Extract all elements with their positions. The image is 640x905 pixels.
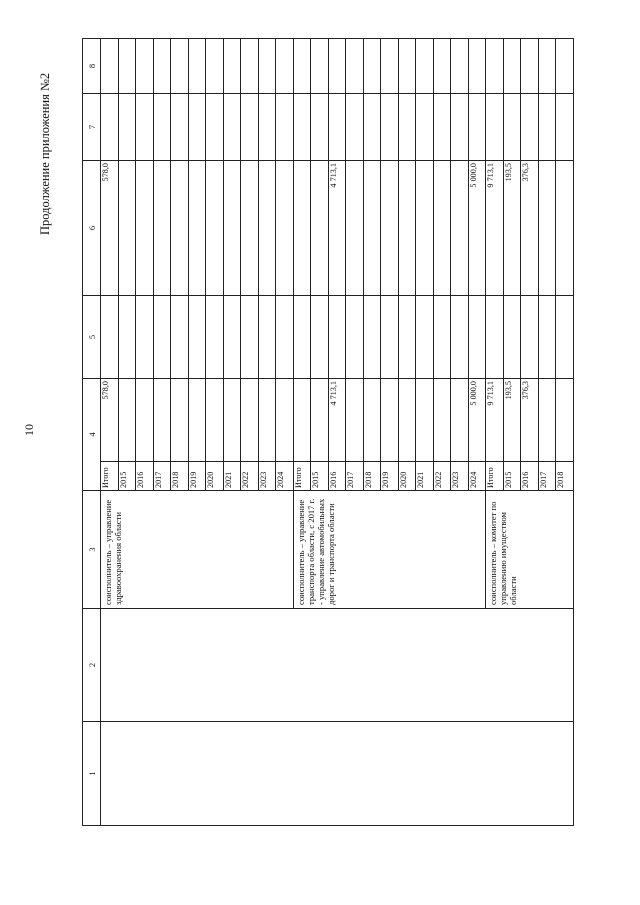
col6-value-cell [171,161,189,296]
total-value-cell: 4 713,1 [328,379,346,462]
col6-value-cell [381,161,399,296]
col5-cell [468,296,486,379]
total-value-cell [346,379,364,462]
total-value-cell [223,379,241,462]
year-cell: 2017 [153,462,171,491]
col5-cell [101,296,119,379]
col6-value-cell [118,161,136,296]
col7-cell [258,94,276,161]
year-cell: 2018 [556,462,574,491]
year-cell: 2015 [503,462,521,491]
total-value-cell [538,379,556,462]
col7-cell [136,94,154,161]
col7-cell [556,94,574,161]
col-header-3: 3 [83,491,101,609]
col-header-8: 8 [83,39,101,94]
year-cell: 2016 [328,462,346,491]
col5-cell [328,296,346,379]
col7-cell [293,94,311,161]
col5-cell [521,296,539,379]
col6-value-cell [556,161,574,296]
total-value-cell: 9 713,1 [486,379,504,462]
total-value-cell [293,379,311,462]
total-value-cell: 193,5 [503,379,521,462]
total-value-cell [433,379,451,462]
col8-cell [206,39,224,94]
col-header-1: 1 [83,722,101,826]
col5-cell [241,296,259,379]
col7-cell [206,94,224,161]
col5-cell [433,296,451,379]
col5-cell [223,296,241,379]
col6-value-cell: 4 713,1 [328,161,346,296]
year-cell: Итого [101,462,119,491]
total-value-cell [556,379,574,462]
col6-value-cell [258,161,276,296]
col6-value-cell: 5 000,0 [468,161,486,296]
col8-cell [171,39,189,94]
total-value-cell [153,379,171,462]
col8-cell [416,39,434,94]
col7-cell [153,94,171,161]
total-value-cell [136,379,154,462]
col7-cell [486,94,504,161]
col5-cell [118,296,136,379]
col5-cell [346,296,364,379]
col8-cell [398,39,416,94]
col7-cell [468,94,486,161]
col5-cell [258,296,276,379]
col6-value-cell: 9 713,1 [486,161,504,296]
col7-cell [276,94,294,161]
year-cell: 2015 [311,462,329,491]
total-value-cell [118,379,136,462]
total-value-cell [398,379,416,462]
col8-cell [223,39,241,94]
table-row [101,39,119,826]
col8-cell [363,39,381,94]
col8-cell [311,39,329,94]
col6-value-cell [276,161,294,296]
col5-cell [136,296,154,379]
col6-value-cell [153,161,171,296]
col5-cell [363,296,381,379]
col8-cell [433,39,451,94]
col5-cell [538,296,556,379]
col7-cell [311,94,329,161]
year-cell: 2022 [241,462,259,491]
col6-value-cell: 193,5 [503,161,521,296]
year-cell: 2023 [451,462,469,491]
col8-cell [258,39,276,94]
col6-value-cell [188,161,206,296]
col7-cell [171,94,189,161]
col8-cell [346,39,364,94]
executor-cell: соисполнитель – управление транспорта области, с 2017 г. - управление автомобильных дорог и транспорта области [293,491,486,609]
col8-cell [241,39,259,94]
col5-cell [188,296,206,379]
table-body [101,39,574,826]
year-cell: 2020 [206,462,224,491]
col7-cell [241,94,259,161]
year-cell: 2021 [223,462,241,491]
year-cell: 2021 [416,462,434,491]
page-number: 10 [22,424,36,436]
col7-cell [538,94,556,161]
total-value-cell [381,379,399,462]
col5-cell [556,296,574,379]
col8-cell [101,39,119,94]
col8-cell [381,39,399,94]
col6-value-cell [206,161,224,296]
col5-cell [171,296,189,379]
col-header-5: 5 [83,296,101,379]
col7-cell [503,94,521,161]
col7-cell [521,94,539,161]
col7-cell [328,94,346,161]
year-cell: 2019 [188,462,206,491]
col-header-6: 6 [83,161,101,296]
col8-cell [451,39,469,94]
budget-table [82,38,574,826]
col5-cell [206,296,224,379]
col6-value-cell [538,161,556,296]
total-value-cell [276,379,294,462]
col7-cell [346,94,364,161]
total-value-cell [171,379,189,462]
total-value-cell: 376,3 [521,379,539,462]
year-cell: 2024 [468,462,486,491]
total-value-cell [258,379,276,462]
col6-value-cell [433,161,451,296]
col6-value-cell [398,161,416,296]
year-cell: 2018 [363,462,381,491]
col5-cell [503,296,521,379]
col6-value-cell [416,161,434,296]
col8-cell [293,39,311,94]
col6-value-cell [311,161,329,296]
col6-value-cell [346,161,364,296]
col7-cell [118,94,136,161]
col6-value-cell [451,161,469,296]
col8-cell [521,39,539,94]
col7-cell [188,94,206,161]
year-cell: 2016 [136,462,154,491]
col7-cell [416,94,434,161]
column-number-row [83,39,101,826]
year-cell: 2017 [538,462,556,491]
col7-cell [363,94,381,161]
col6-value-cell [223,161,241,296]
col6-value-cell [241,161,259,296]
col5-cell [416,296,434,379]
col5-cell [398,296,416,379]
total-value-cell [311,379,329,462]
col7-cell [101,94,119,161]
year-cell: 2019 [381,462,399,491]
year-cell: 2022 [433,462,451,491]
year-cell: 2016 [521,462,539,491]
col6-value-cell: 376,3 [521,161,539,296]
col8-cell [153,39,171,94]
year-cell: 2015 [118,462,136,491]
col7-cell [433,94,451,161]
col8-cell [503,39,521,94]
col5-cell [486,296,504,379]
col8-cell [538,39,556,94]
total-value-cell [188,379,206,462]
executor-cell: соисполнитель – управление здравоохранения области [101,491,294,609]
col6-value-cell [293,161,311,296]
col8-cell [136,39,154,94]
total-value-cell: 5 000,0 [468,379,486,462]
rotated-table-container [82,39,578,826]
year-cell: 2020 [398,462,416,491]
total-value-cell [206,379,224,462]
total-value-cell: 578,0 [101,379,119,462]
col5-cell [311,296,329,379]
col2-cell [101,609,574,722]
col8-cell [188,39,206,94]
col8-cell [118,39,136,94]
col5-cell [451,296,469,379]
executor-cell: соисполнитель – комитет по управлению имуществом области [486,491,574,609]
total-value-cell [416,379,434,462]
col6-value-cell [363,161,381,296]
col7-cell [223,94,241,161]
total-value-cell [241,379,259,462]
col7-cell [381,94,399,161]
total-value-cell [451,379,469,462]
col1-cell [101,722,574,826]
col-header-4: 4 [83,379,101,491]
year-cell: 2017 [346,462,364,491]
year-cell: Итого [293,462,311,491]
col8-cell [468,39,486,94]
appendix-caption: Продолжение приложения №2 [38,72,52,235]
year-cell: 2023 [258,462,276,491]
year-cell: Итого [486,462,504,491]
col8-cell [328,39,346,94]
col7-cell [398,94,416,161]
col8-cell [276,39,294,94]
year-cell: 2024 [276,462,294,491]
year-cell: 2018 [171,462,189,491]
col-header-2: 2 [83,609,101,722]
total-value-cell [363,379,381,462]
col5-cell [153,296,171,379]
col5-cell [276,296,294,379]
col6-value-cell [136,161,154,296]
col8-cell [486,39,504,94]
col-header-7: 7 [83,94,101,161]
col8-cell [556,39,574,94]
col7-cell [451,94,469,161]
col5-cell [293,296,311,379]
col5-cell [381,296,399,379]
col6-value-cell: 578,0 [101,161,119,296]
